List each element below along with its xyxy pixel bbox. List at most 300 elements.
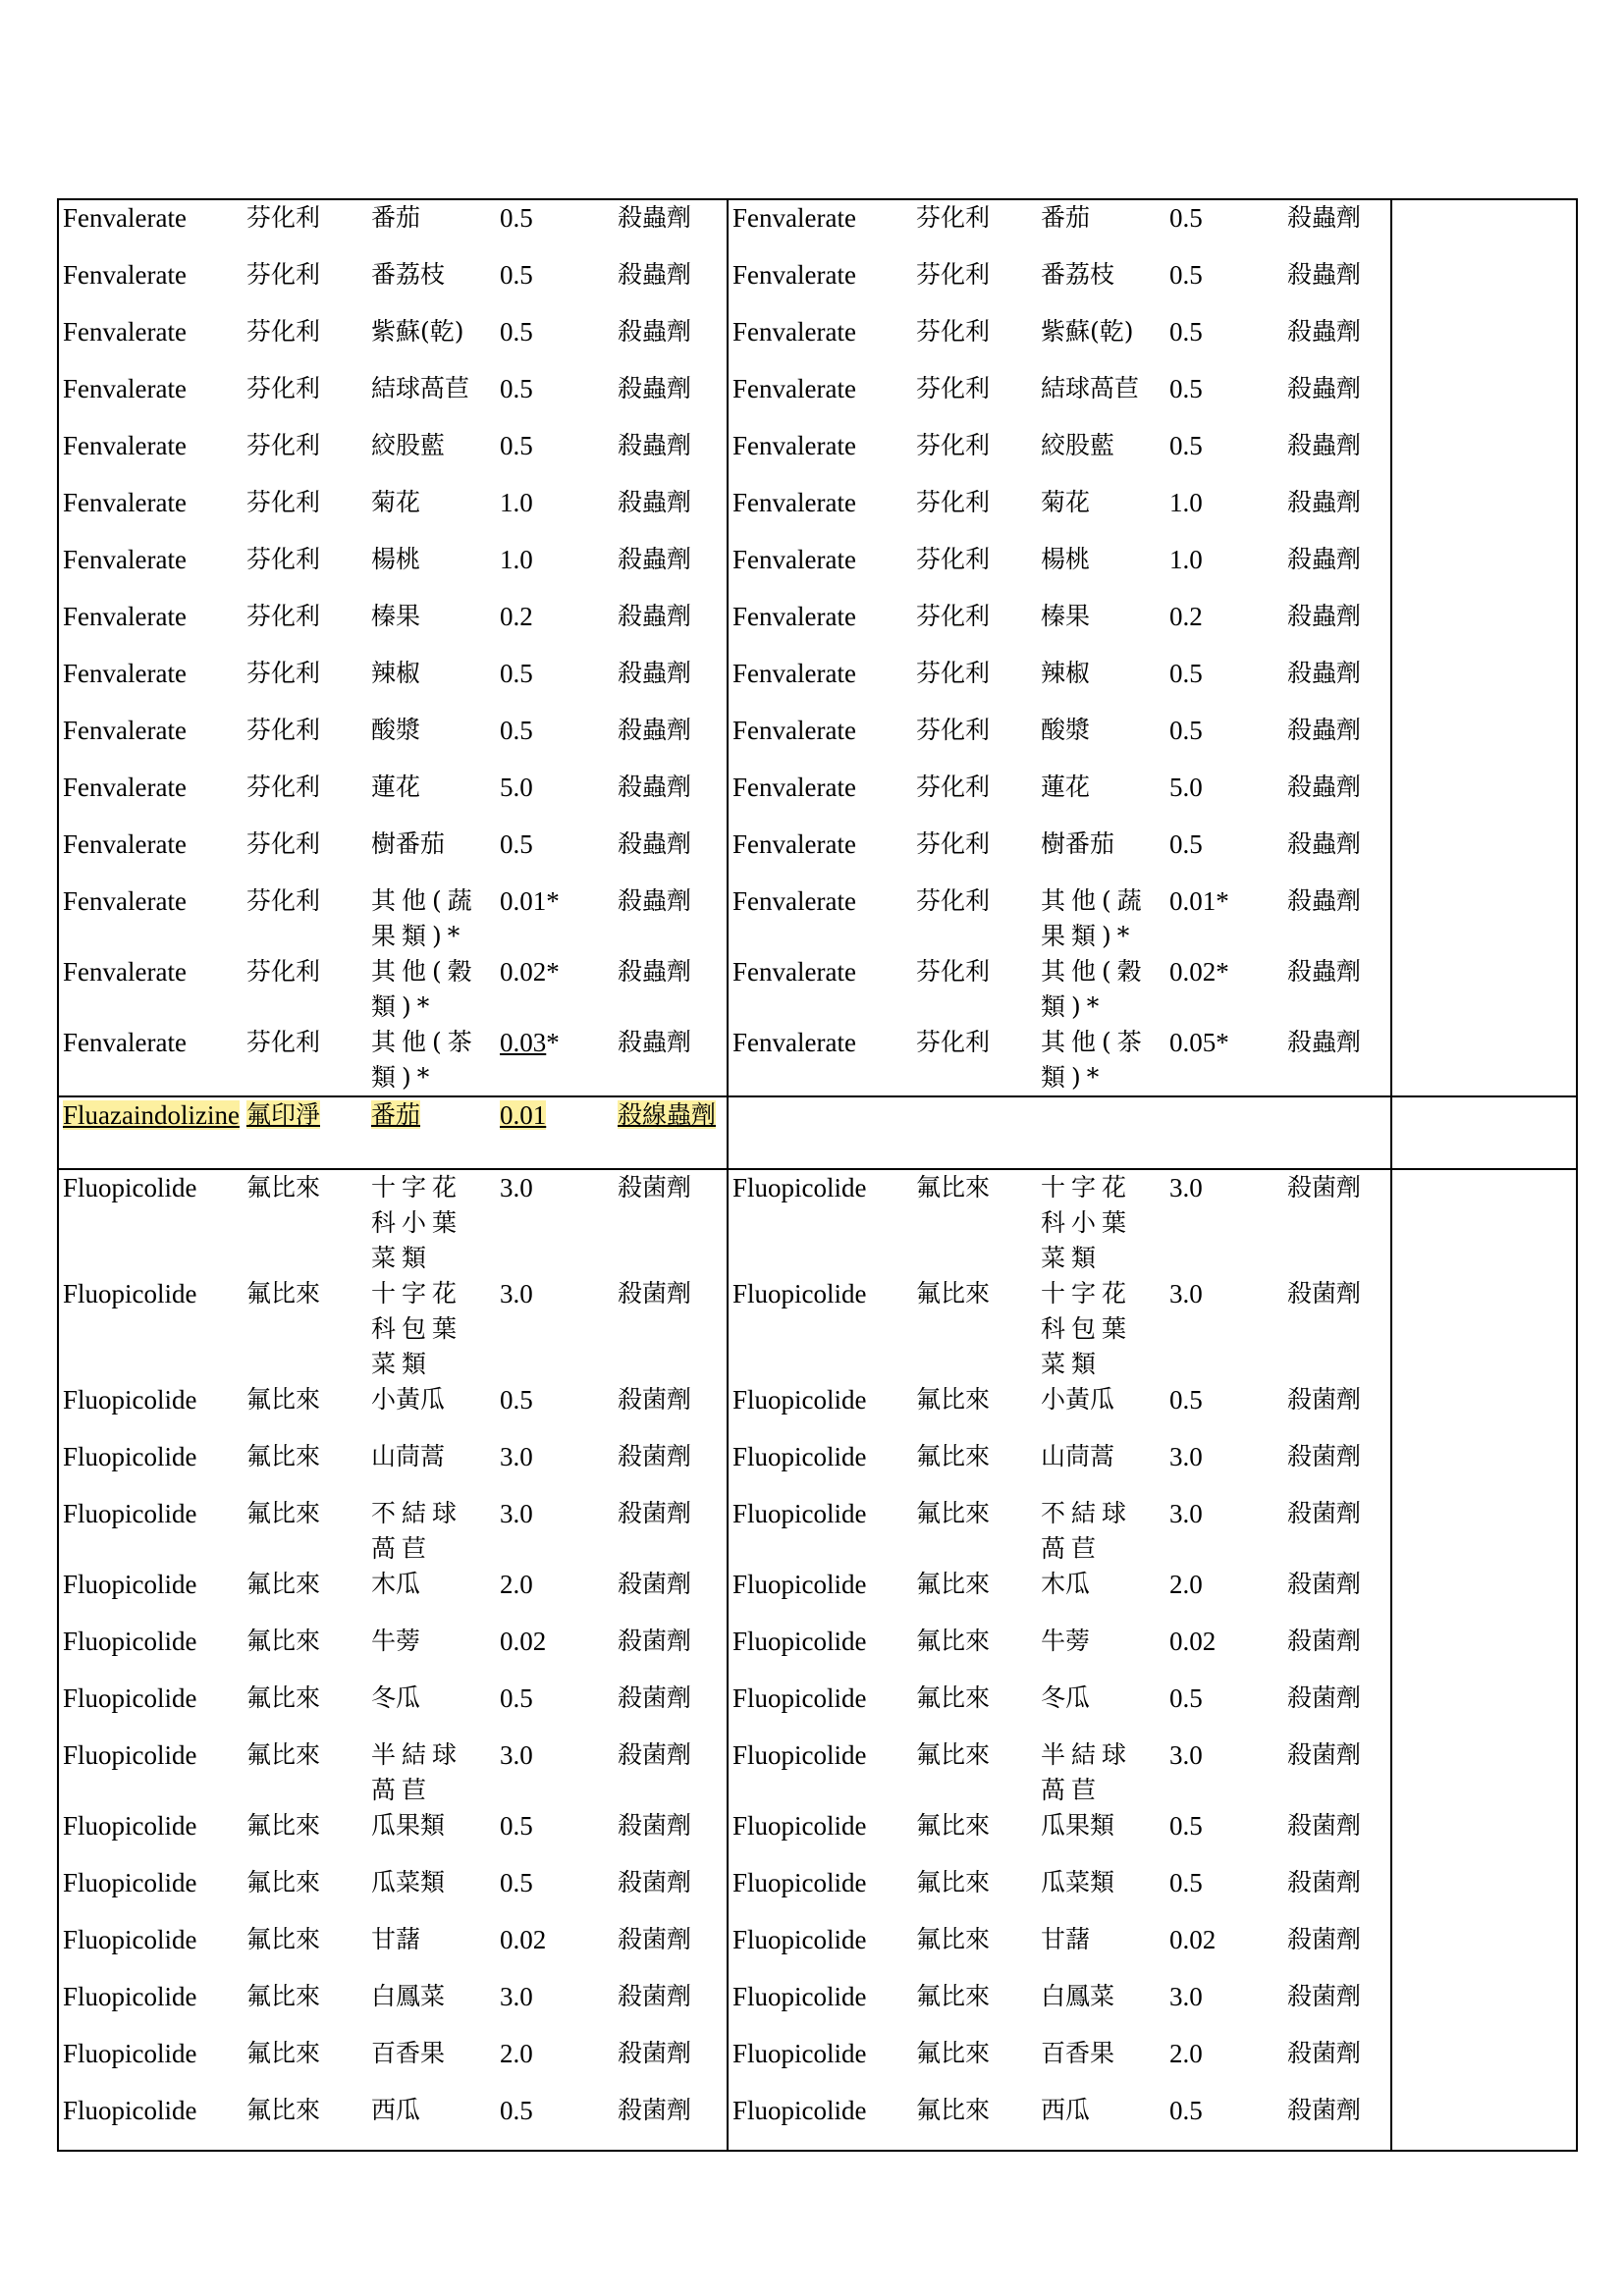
chinese-name: [243, 314, 367, 371]
table-row: [58, 713, 1577, 770]
pesticide-type: [614, 770, 728, 827]
pesticide-type: [1283, 1979, 1391, 2036]
pesticide-type: [614, 1025, 728, 1096]
mrl-value: [496, 428, 614, 485]
note-cell: [1391, 1922, 1577, 1979]
pesticide-type: [1283, 827, 1391, 883]
chinese-name: [912, 1276, 1037, 1382]
pesticide-type-text: 殺菌劑: [618, 1279, 692, 1308]
chinese-name-text: 氟印淨: [246, 1100, 321, 1129]
mrl-value: [496, 542, 614, 599]
pesticide-type-text: 殺蟲劑: [1287, 659, 1362, 687]
chinese-name-text: 氟比來: [916, 1683, 991, 1712]
note-cell: [1391, 428, 1577, 485]
mrl-value-text: 3.0: [500, 1173, 533, 1202]
pesticide-type: [1283, 2036, 1391, 2093]
chinese-name: [912, 1567, 1037, 1624]
chinese-name-text: 芬化利: [246, 431, 321, 459]
pesticide-name-text: Fluopicolide: [63, 2096, 197, 2125]
chinese-name-text: 芬化利: [916, 374, 991, 402]
chinese-name: [243, 1025, 367, 1096]
crop-text: 番茄: [371, 203, 421, 232]
pesticide-type: [1283, 1276, 1391, 1382]
mrl-value-text: 0.02: [500, 1627, 547, 1656]
table-row: [58, 599, 1577, 656]
mrl-value: [496, 1025, 614, 1096]
mrl-value: [1165, 314, 1283, 371]
mrl-value: [496, 2036, 614, 2093]
pesticide-name-text: Fenvalerate: [63, 829, 187, 859]
crop-text: 瓜果類: [1041, 1811, 1115, 1840]
chinese-name: [912, 954, 1037, 1025]
chinese-name: [243, 599, 367, 656]
mrl-value-text: 2.0: [500, 2039, 533, 2068]
table-row: [58, 827, 1577, 883]
pesticide-name-text: Fluazaindolizine: [63, 1100, 240, 1130]
crop-text: 紫蘇(乾): [371, 317, 464, 346]
mrl-value-text: 3.0: [1169, 1740, 1203, 1770]
pesticide-name-text: Fenvalerate: [63, 886, 187, 916]
pesticide-type-text: 殺菌劑: [618, 1683, 692, 1712]
pesticide-name: [58, 1025, 243, 1096]
pesticide-type: [1283, 713, 1391, 770]
chinese-name-text: 芬化利: [916, 773, 991, 801]
crop-text: 菊花: [1041, 488, 1091, 516]
mrl-value: [1165, 1865, 1283, 1922]
table-row: [58, 1169, 1577, 1276]
chinese-name: [912, 428, 1037, 485]
crop: [367, 428, 496, 485]
chinese-name-text: 芬化利: [916, 886, 991, 915]
table-row: [58, 1439, 1577, 1496]
pesticide-type: [614, 1169, 728, 1276]
pesticide-type: [614, 1624, 728, 1681]
pesticide-type-text: 殺蟲劑: [618, 716, 692, 744]
pesticide-type: [1283, 1169, 1391, 1276]
pesticide-type-text: 殺菌劑: [1287, 1627, 1362, 1655]
crop: [367, 1808, 496, 1865]
pesticide-name: [728, 257, 912, 314]
mrl-comparison-table: [57, 198, 1578, 2152]
chinese-name: [243, 1922, 367, 1979]
crop-text: 十字花科包葉菜類: [1041, 1279, 1133, 1378]
crop: [367, 1096, 496, 1169]
crop: [1037, 1276, 1165, 1382]
pesticide-type-text: 殺菌劑: [1287, 1925, 1362, 1953]
pesticide-type-text: 殺線蟲劑: [618, 1100, 717, 1129]
crop-text: 不結球萵苣: [371, 1499, 463, 1563]
crop: [1037, 1567, 1165, 1624]
pesticide-name-text: Fluopicolide: [63, 1982, 197, 2011]
mrl-value-text: 0.01*: [1169, 886, 1229, 916]
table-row: [58, 1624, 1577, 1681]
pesticide-name: [728, 485, 912, 542]
pesticide-name: [58, 1922, 243, 1979]
table-row: [58, 1382, 1577, 1439]
pesticide-type: [614, 199, 728, 257]
crop-text: 蓮花: [1041, 773, 1091, 801]
mrl-value-text: 3.0: [1169, 1982, 1203, 2011]
crop-text: 番荔枝: [371, 260, 446, 289]
mrl-value-text: 3.0: [500, 1279, 533, 1308]
mrl-value-text: 0.5: [1169, 260, 1203, 290]
crop-text: 其他(茶類)*: [1041, 1028, 1148, 1092]
pesticide-name-text: Fenvalerate: [732, 260, 856, 290]
crop: [367, 485, 496, 542]
chinese-name: [243, 257, 367, 314]
crop-text: 樹番茄: [371, 829, 446, 858]
pesticide-type-text: 殺蟲劑: [618, 886, 692, 915]
pesticide-type-text: 殺蟲劑: [618, 545, 692, 573]
chinese-name: [912, 656, 1037, 713]
chinese-name: [912, 1169, 1037, 1276]
crop: [367, 1922, 496, 1979]
mrl-value: [1165, 257, 1283, 314]
mrl-value-text: 0.05*: [1169, 1028, 1229, 1057]
pesticide-name-text: Fenvalerate: [63, 431, 187, 460]
mrl-value-text: 0.5: [1169, 716, 1203, 745]
crop: [1037, 1624, 1165, 1681]
pesticide-name-text: Fluopicolide: [63, 1499, 197, 1528]
note-cell: [1391, 1979, 1577, 2036]
note-cell: [1391, 314, 1577, 371]
table-row: [58, 883, 1577, 954]
mrl-value-text: 5.0: [1169, 773, 1203, 802]
chinese-name: [912, 1624, 1037, 1681]
pesticide-type: [614, 1865, 728, 1922]
mrl-value: [496, 485, 614, 542]
mrl-value: [1165, 1025, 1283, 1096]
crop: [1037, 2036, 1165, 2093]
note-cell: [1391, 713, 1577, 770]
mrl-value-text: 0.5: [500, 659, 533, 688]
crop: [367, 2036, 496, 2093]
pesticide-name: [58, 1567, 243, 1624]
pesticide-name-text: Fenvalerate: [63, 716, 187, 745]
crop: [1037, 314, 1165, 371]
pesticide-type-text: 殺菌劑: [618, 1627, 692, 1655]
crop: [1037, 1169, 1165, 1276]
mrl-value: [496, 1096, 614, 1169]
pesticide-name: [728, 827, 912, 883]
pesticide-type: [614, 1808, 728, 1865]
mrl-value: [496, 1979, 614, 2036]
chinese-name: [243, 1624, 367, 1681]
chinese-name-text: 芬化利: [916, 203, 991, 232]
pesticide-name: [58, 827, 243, 883]
pesticide-name: [58, 1169, 243, 1276]
mrl-value: [496, 1865, 614, 1922]
mrl-value-text: 0.01: [500, 1100, 547, 1130]
pesticide-type-text: 殺蟲劑: [1287, 260, 1362, 289]
chinese-name: [912, 1808, 1037, 1865]
chinese-name-text: 芬化利: [916, 829, 991, 858]
crop-text: 甘藷: [371, 1925, 421, 1953]
pesticide-type-text: 殺蟲劑: [1287, 431, 1362, 459]
pesticide-type-text: 殺蟲劑: [1287, 374, 1362, 402]
chinese-name: [912, 199, 1037, 257]
pesticide-type: [614, 257, 728, 314]
mrl-value-text: 3.0: [1169, 1442, 1203, 1471]
pesticide-type: [1283, 1567, 1391, 1624]
pesticide-name: [58, 1496, 243, 1567]
pesticide-type: [614, 1276, 728, 1382]
pesticide-name: [58, 1737, 243, 1808]
pesticide-name: [58, 599, 243, 656]
pesticide-name: [728, 713, 912, 770]
mrl-value: [496, 827, 614, 883]
chinese-name-text: 氟比來: [916, 1279, 991, 1308]
chinese-name: [912, 1681, 1037, 1737]
mrl-value-text: 0.02*: [1169, 957, 1229, 987]
pesticide-type: [1283, 656, 1391, 713]
mrl-value: [1165, 428, 1283, 485]
chinese-name: [243, 199, 367, 257]
crop: [367, 1681, 496, 1737]
chinese-name: [243, 1496, 367, 1567]
mrl-value-text: 2.0: [1169, 1570, 1203, 1599]
chinese-name: [912, 2036, 1037, 2093]
mrl-value-text: 0.5: [1169, 374, 1203, 403]
pesticide-name-text: Fenvalerate: [732, 602, 856, 631]
crop-text: 冬瓜: [371, 1683, 421, 1712]
crop: [367, 954, 496, 1025]
pesticide-name-text: Fenvalerate: [732, 773, 856, 802]
pesticide-name: [728, 770, 912, 827]
table-row: [58, 428, 1577, 485]
crop-text: 楊桃: [371, 545, 421, 573]
mrl-value-text: 3.0: [500, 1442, 533, 1471]
pesticide-name: [728, 656, 912, 713]
pesticide-type-text: 殺蟲劑: [1287, 716, 1362, 744]
chinese-name-text: 芬化利: [246, 317, 321, 346]
pesticide-type: [1283, 1681, 1391, 1737]
pesticide-type-text: 殺菌劑: [1287, 1499, 1362, 1527]
pesticide-type-text: 殺蟲劑: [618, 374, 692, 402]
crop: [367, 1496, 496, 1567]
mrl-value: [1165, 371, 1283, 428]
pesticide-name-text: Fenvalerate: [732, 829, 856, 859]
pesticide-name-text: Fluopicolide: [732, 1925, 867, 1954]
pesticide-name-text: Fenvalerate: [732, 431, 856, 460]
crop-text: 蓮花: [371, 773, 421, 801]
chinese-name-text: 芬化利: [916, 317, 991, 346]
chinese-name: [912, 314, 1037, 371]
chinese-name: [912, 542, 1037, 599]
pesticide-name-text: Fluopicolide: [732, 1279, 867, 1308]
chinese-name: [243, 2093, 367, 2151]
pesticide-type-text: 殺蟲劑: [618, 203, 692, 232]
pesticide-type: [1283, 1624, 1391, 1681]
crop: [1037, 1496, 1165, 1567]
pesticide-type: [614, 2036, 728, 2093]
crop: [367, 314, 496, 371]
chinese-name: [243, 770, 367, 827]
pesticide-name: [58, 2036, 243, 2093]
chinese-name-text: 芬化利: [916, 602, 991, 630]
mrl-value-text: 0.5: [1169, 431, 1203, 460]
chinese-name-text: 芬化利: [246, 203, 321, 232]
mrl-value-text: 0.5: [500, 829, 533, 859]
pesticide-type-text: 殺菌劑: [618, 1982, 692, 2010]
chinese-name-text: 芬化利: [916, 431, 991, 459]
chinese-name: [912, 713, 1037, 770]
mrl-value: [496, 257, 614, 314]
chinese-name-text: 芬化利: [916, 1028, 991, 1056]
mrl-value-text: 0.5: [500, 374, 533, 403]
crop: [367, 2093, 496, 2151]
chinese-name-text: 芬化利: [246, 773, 321, 801]
mrl-value: [1165, 827, 1283, 883]
crop: [367, 257, 496, 314]
note-cell: [1391, 371, 1577, 428]
note-cell: [1391, 485, 1577, 542]
note-cell: [1391, 1439, 1577, 1496]
crop: [1037, 770, 1165, 827]
chinese-name: [243, 1567, 367, 1624]
note-cell: [1391, 1737, 1577, 1808]
mrl-value: [496, 1808, 614, 1865]
chinese-name-text: 芬化利: [246, 545, 321, 573]
pesticide-name-text: Fenvalerate: [63, 957, 187, 987]
crop: [367, 542, 496, 599]
crop: [1037, 883, 1165, 954]
pesticide-name-text: Fluopicolide: [732, 1868, 867, 1897]
chinese-name-text: 氟比來: [246, 2096, 321, 2124]
crop-text: 半結球萵苣: [1041, 1740, 1133, 1804]
crop-text: 辣椒: [1041, 659, 1091, 687]
mrl-value-text: 5.0: [500, 773, 533, 802]
mrl-changed-value: 0.03: [500, 1028, 547, 1057]
chinese-name: [243, 1865, 367, 1922]
crop-text: 番荔枝: [1041, 260, 1115, 289]
pesticide-name: [728, 883, 912, 954]
crop: [1037, 199, 1165, 257]
pesticide-type-text: 殺菌劑: [1287, 1442, 1362, 1470]
pesticide-type-text: 殺菌劑: [618, 2039, 692, 2067]
pesticide-name: [58, 656, 243, 713]
crop-text: 十字花科包葉菜類: [371, 1279, 463, 1378]
crop-text: 十字花科小葉菜類: [371, 1173, 463, 1272]
mrl-value: [496, 1496, 614, 1567]
mrl-value: [1165, 1979, 1283, 2036]
chinese-name: [243, 542, 367, 599]
mrl-value: [1165, 1567, 1283, 1624]
pesticide-name: [58, 1681, 243, 1737]
chinese-name-text: 芬化利: [916, 716, 991, 744]
pesticide-name-text: Fenvalerate: [63, 659, 187, 688]
chinese-name-text: 氟比來: [246, 1173, 321, 1201]
mrl-value-text: 0.5: [500, 431, 533, 460]
chinese-name: [243, 827, 367, 883]
crop: [367, 883, 496, 954]
chinese-name-text: 氟比來: [246, 1740, 321, 1769]
pesticide-name-text: Fluopicolide: [732, 2039, 867, 2068]
crop: [1037, 1808, 1165, 1865]
pesticide-type-text: 殺菌劑: [618, 1570, 692, 1598]
mrl-value-text: 0.5: [1169, 829, 1203, 859]
mrl-value-text: 3.0: [1169, 1173, 1203, 1202]
chinese-name: [243, 1737, 367, 1808]
chinese-name-text: 芬化利: [246, 488, 321, 516]
crop: [1037, 1922, 1165, 1979]
chinese-name-text: 氟比來: [246, 1982, 321, 2010]
chinese-name-text: 氟比來: [916, 1173, 991, 1201]
mrl-value: [496, 883, 614, 954]
note-cell: [1391, 257, 1577, 314]
chinese-name: [912, 1439, 1037, 1496]
chinese-name-text: 氟比來: [246, 1683, 321, 1712]
pesticide-type-text: 殺蟲劑: [618, 773, 692, 801]
pesticide-name: [58, 713, 243, 770]
pesticide-name-text: Fluopicolide: [732, 1499, 867, 1528]
pesticide-name: [58, 1979, 243, 2036]
note-cell: [1391, 883, 1577, 954]
chinese-name-text: 氟比來: [916, 1925, 991, 1953]
empty-cell: [1283, 1096, 1391, 1169]
pesticide-type-text: 殺菌劑: [618, 1173, 692, 1201]
mrl-value: [1165, 1681, 1283, 1737]
table-row: [58, 1979, 1577, 2036]
pesticide-type: [614, 1496, 728, 1567]
note-cell: [1391, 542, 1577, 599]
pesticide-name-text: Fluopicolide: [63, 1173, 197, 1202]
crop: [367, 1567, 496, 1624]
pesticide-name: [728, 314, 912, 371]
chinese-name-text: 氟比來: [246, 1925, 321, 1953]
note-cell: [1391, 1382, 1577, 1439]
chinese-name-text: 芬化利: [246, 1028, 321, 1056]
mrl-value-text: 0.5: [1169, 2096, 1203, 2125]
pesticide-name: [728, 428, 912, 485]
chinese-name-text: 氟比來: [246, 1499, 321, 1527]
crop: [1037, 954, 1165, 1025]
mrl-value-text: 0.5: [1169, 1811, 1203, 1841]
empty-cell: [1037, 1096, 1165, 1169]
pesticide-type: [1283, 1382, 1391, 1439]
crop-text: 小黃瓜: [1041, 1385, 1115, 1414]
crop: [367, 1169, 496, 1276]
chinese-name-text: 氟比來: [916, 1499, 991, 1527]
pesticide-type: [614, 2093, 728, 2151]
pesticide-type: [1283, 485, 1391, 542]
chinese-name-text: 氟比來: [916, 1627, 991, 1655]
crop-text: 菊花: [371, 488, 421, 516]
mrl-value: [1165, 1624, 1283, 1681]
pesticide-type-text: 殺蟲劑: [1287, 488, 1362, 516]
crop-text: 牛蒡: [371, 1627, 421, 1655]
chinese-name-text: 芬化利: [916, 545, 991, 573]
note-cell: [1391, 1169, 1577, 1276]
crop: [367, 656, 496, 713]
pesticide-name: [728, 1169, 912, 1276]
pesticide-name-text: Fenvalerate: [732, 886, 856, 916]
pesticide-name-text: Fluopicolide: [63, 1570, 197, 1599]
pesticide-type-text: 殺蟲劑: [618, 1028, 692, 1056]
note-cell: [1391, 1681, 1577, 1737]
chinese-name: [912, 1737, 1037, 1808]
crop-text: 瓜果類: [371, 1811, 446, 1840]
chinese-name-text: 氟比來: [916, 1385, 991, 1414]
chinese-name: [243, 656, 367, 713]
pesticide-type: [614, 485, 728, 542]
chinese-name-text: 氟比來: [916, 1570, 991, 1598]
note-cell: [1391, 1808, 1577, 1865]
mrl-value-text: 3.0: [500, 1740, 533, 1770]
pesticide-type: [614, 954, 728, 1025]
mrl-value-text: 0.02: [500, 1925, 547, 1954]
chinese-name-text: 芬化利: [246, 602, 321, 630]
